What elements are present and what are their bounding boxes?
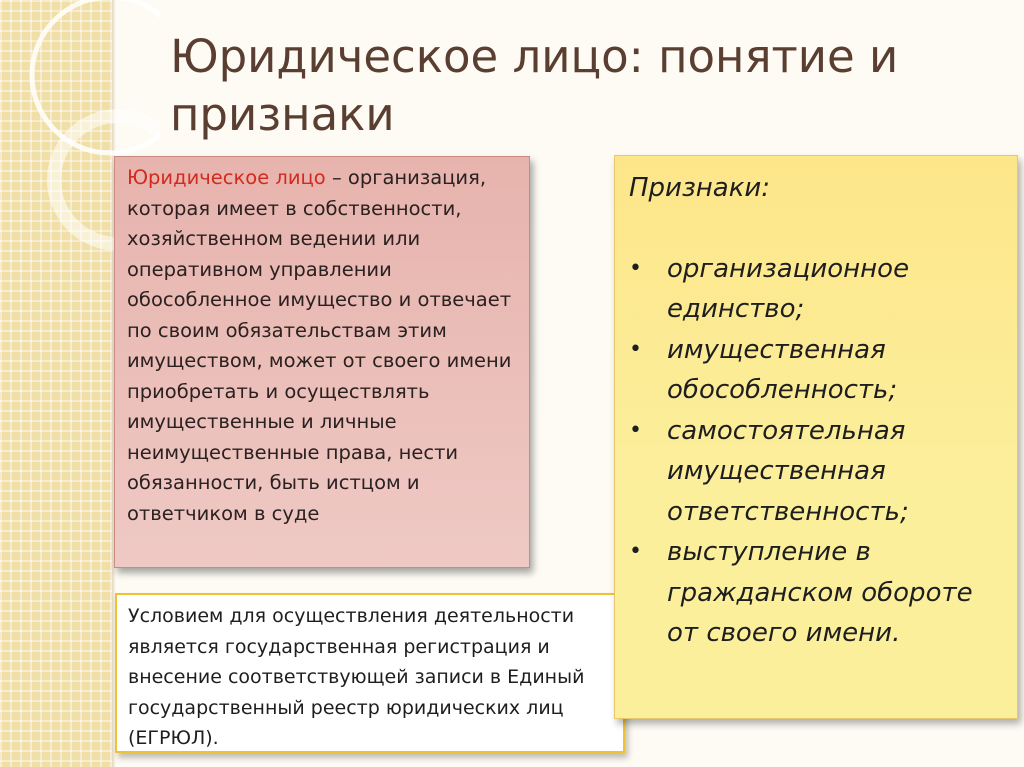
condition-text: Условием для осуществления деятельности является государственная регистрация и внесение соответствующей записи в Единый государственный реестр юридических лиц (ЕГРЮЛ). [128,605,585,749]
list-item [629,411,1005,533]
list-item [629,249,1005,330]
sign-text: имущественная обособленность; [667,334,898,405]
sign-text: самостоятельная имущественная ответственность; [667,415,909,527]
definition-box [114,156,530,568]
bullet-icon: • [629,336,642,362]
signs-list [629,249,1005,654]
condition-box [115,593,625,753]
definition-term: Юридическое лицо [127,166,326,189]
bullet-icon: • [629,255,642,281]
signs-heading: Признаки: [629,173,771,203]
slide-title: Юридическое лицо: понятие и признаки [170,30,899,141]
signs-box [614,155,1018,719]
bullet-icon: • [629,417,642,443]
sign-text: выступление в гражданском обороте от своего имени. [667,537,973,648]
definition-text: – организация, которая имеет в собственности, хозяйственном ведении или оперативном управлении обособленное имущество и отвечает по своим обязательствам этим имуществом, может от своего имени приобретать и осуществлять имущественные и личные неимущественные права, нести обязанности, быть истцом и ответчиком в суде [127,166,512,525]
sign-text: организационное единство; [667,253,910,324]
list-item [629,330,1005,411]
bullet-icon: • [629,539,642,564]
list-item [629,532,1005,654]
